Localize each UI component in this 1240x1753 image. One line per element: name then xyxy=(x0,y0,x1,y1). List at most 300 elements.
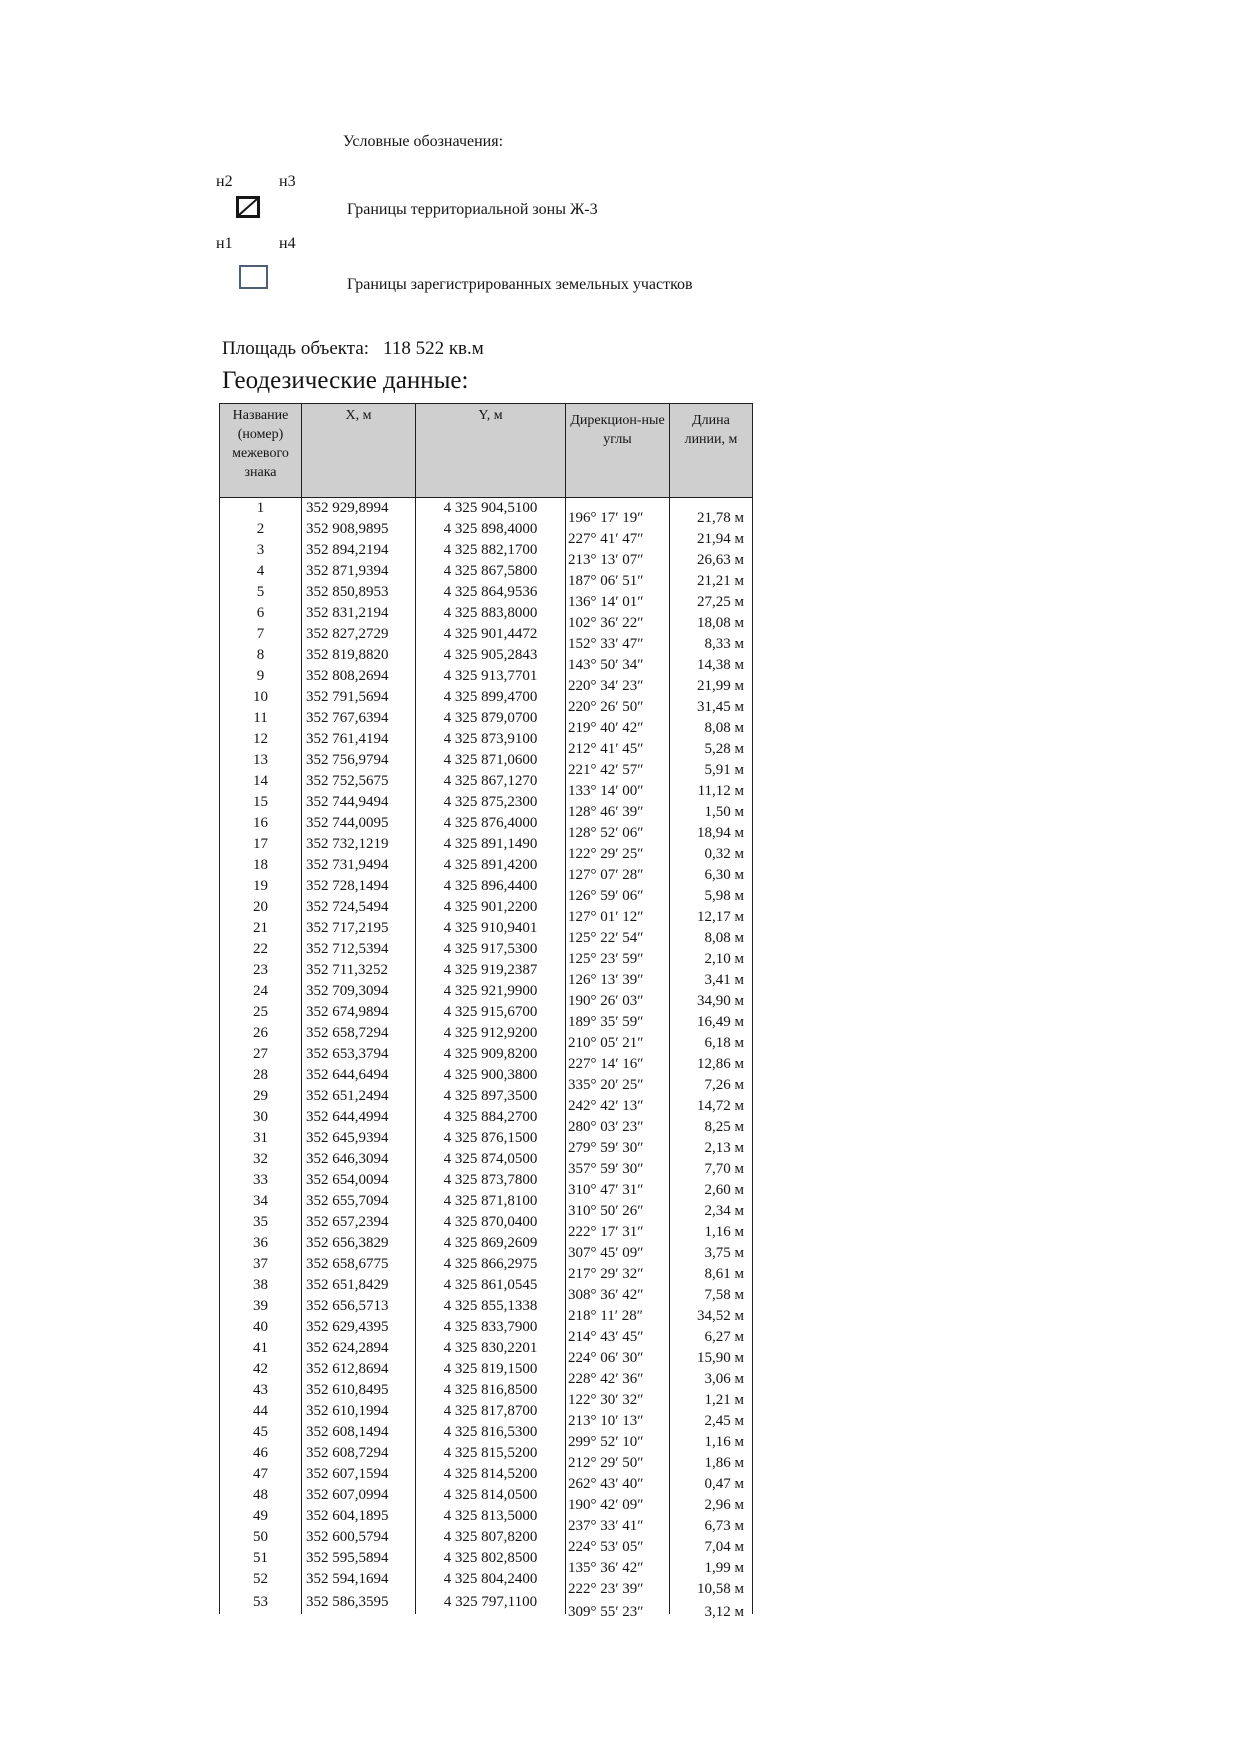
x-coordinate-cell: 352 656,3829 xyxy=(302,1233,416,1254)
direction-angle-cell xyxy=(566,1128,670,1156)
line-length-value: 10,58 м xyxy=(697,1581,744,1597)
direction-angle-value: 122° 30′ 32″ xyxy=(568,1392,644,1408)
table-row xyxy=(220,1191,753,1212)
y-coordinate-cell: 4 325 807,8200 xyxy=(416,1527,566,1548)
direction-angle-cell xyxy=(566,813,670,841)
table-body xyxy=(220,498,753,1620)
line-length-value: 21,94 м xyxy=(697,531,744,547)
x-coordinate-cell: 352 744,0095 xyxy=(302,813,416,834)
mark-number-cell: 6 xyxy=(220,603,302,624)
direction-angle-value: 125° 22′ 54″ xyxy=(568,930,644,946)
line-length-value: 1,99 м xyxy=(704,1560,744,1576)
mark-number-cell: 53 xyxy=(220,1590,302,1614)
line-length-cell xyxy=(670,1170,753,1198)
direction-angle-cell xyxy=(566,1548,670,1576)
point-label-n1: н1 xyxy=(216,235,233,252)
direction-angle-value: 212° 29′ 50″ xyxy=(568,1455,644,1471)
direction-angle-value: 217° 29′ 32″ xyxy=(568,1266,644,1282)
mark-number-cell: 47 xyxy=(220,1464,302,1485)
line-length-cell xyxy=(670,1443,753,1471)
line-length-cell xyxy=(670,1422,753,1450)
direction-angle-cell xyxy=(566,1275,670,1303)
direction-angle-cell xyxy=(566,708,670,736)
table-row xyxy=(220,1443,753,1464)
mark-number-cell: 48 xyxy=(220,1485,302,1506)
direction-angle-cell xyxy=(566,582,670,610)
y-coordinate-cell: 4 325 891,1490 xyxy=(416,834,566,855)
table-row xyxy=(220,624,753,645)
direction-angle-value: 219° 40′ 42″ xyxy=(568,720,644,736)
line-length-value: 8,33 м xyxy=(704,636,744,652)
y-coordinate-cell: 4 325 816,8500 xyxy=(416,1380,566,1401)
line-length-cell xyxy=(670,1380,753,1408)
x-coordinate-cell: 352 604,1895 xyxy=(302,1506,416,1527)
x-coordinate-cell: 352 791,5694 xyxy=(302,687,416,708)
y-coordinate-cell: 4 325 897,3500 xyxy=(416,1086,566,1107)
x-coordinate-cell: 352 645,9394 xyxy=(302,1128,416,1149)
direction-angle-value: 152° 33′ 47″ xyxy=(568,636,644,652)
line-length-cell xyxy=(670,687,753,715)
object-area xyxy=(222,338,484,360)
table-row xyxy=(220,855,753,876)
direction-angle-value: 307° 45′ 09″ xyxy=(568,1245,644,1261)
line-length-value: 18,94 м xyxy=(697,825,744,841)
table-row xyxy=(220,666,753,687)
line-length-value: 21,99 м xyxy=(697,678,744,694)
x-coordinate-cell: 352 644,4994 xyxy=(302,1107,416,1128)
y-coordinate-cell: 4 325 861,0545 xyxy=(416,1275,566,1296)
line-length-cell xyxy=(670,771,753,799)
y-coordinate-cell: 4 325 866,2975 xyxy=(416,1254,566,1275)
direction-angle-value: 308° 36′ 42″ xyxy=(568,1287,644,1303)
direction-angle-value: 220° 34′ 23″ xyxy=(568,678,644,694)
mark-number-cell: 27 xyxy=(220,1044,302,1065)
x-coordinate-cell: 352 610,8495 xyxy=(302,1380,416,1401)
y-coordinate-cell: 4 325 905,2843 xyxy=(416,645,566,666)
line-length-value: 8,08 м xyxy=(704,930,744,946)
line-length-cell xyxy=(670,1506,753,1534)
line-length-cell xyxy=(670,1527,753,1555)
line-length-cell xyxy=(670,1212,753,1240)
mark-number-cell: 14 xyxy=(220,771,302,792)
x-coordinate-cell: 352 744,9494 xyxy=(302,792,416,813)
direction-angle-cell xyxy=(566,1590,670,1620)
direction-angle-cell xyxy=(566,729,670,757)
direction-angle-cell xyxy=(566,1527,670,1555)
line-length-value: 6,30 м xyxy=(704,867,744,883)
direction-angle-cell xyxy=(566,1464,670,1492)
direction-angle-value: 309° 55′ 23″ xyxy=(568,1603,644,1620)
line-length-value: 26,63 м xyxy=(697,552,744,568)
area-value: 118 522 кв.м xyxy=(383,338,484,359)
line-length-cell xyxy=(670,855,753,883)
line-length-cell xyxy=(670,1359,753,1387)
line-length-cell xyxy=(670,540,753,568)
x-coordinate-cell: 352 607,1594 xyxy=(302,1464,416,1485)
line-length-cell xyxy=(670,666,753,694)
table-row xyxy=(220,1149,753,1170)
line-length-value: 34,52 м xyxy=(697,1308,744,1324)
direction-angle-value: 189° 35′ 59″ xyxy=(568,1014,644,1030)
y-coordinate-cell: 4 325 876,4000 xyxy=(416,813,566,834)
y-coordinate-cell: 4 325 884,2700 xyxy=(416,1107,566,1128)
table-row xyxy=(220,1065,753,1086)
direction-angle-cell xyxy=(566,1359,670,1387)
mark-number-cell: 49 xyxy=(220,1506,302,1527)
x-coordinate-cell: 352 607,0994 xyxy=(302,1485,416,1506)
mark-number-cell: 9 xyxy=(220,666,302,687)
table-row xyxy=(220,1317,753,1338)
x-coordinate-cell: 352 724,5494 xyxy=(302,897,416,918)
zone-hatch-icon xyxy=(239,199,257,215)
y-coordinate-cell: 4 325 815,5200 xyxy=(416,1443,566,1464)
x-coordinate-cell: 352 624,2894 xyxy=(302,1338,416,1359)
table-row xyxy=(220,792,753,813)
direction-angle-value: 299° 52′ 10″ xyxy=(568,1434,644,1450)
x-coordinate-cell: 352 850,8953 xyxy=(302,582,416,603)
mark-number-cell: 37 xyxy=(220,1254,302,1275)
line-length-value: 1,16 м xyxy=(704,1224,744,1240)
direction-angle-value: 133° 14′ 00″ xyxy=(568,783,644,799)
line-length-value: 31,45 м xyxy=(697,699,744,715)
direction-angle-value: 122° 29′ 25″ xyxy=(568,846,644,862)
direction-angle-cell xyxy=(566,855,670,883)
y-coordinate-cell: 4 325 871,0600 xyxy=(416,750,566,771)
direction-angle-value: 262° 43′ 40″ xyxy=(568,1476,644,1492)
parcel-boundary-symbol xyxy=(239,265,268,289)
direction-angle-value: 279° 59′ 30″ xyxy=(568,1140,644,1156)
direction-angle-cell xyxy=(566,981,670,1009)
line-length-cell xyxy=(670,624,753,652)
direction-angle-cell xyxy=(566,624,670,652)
x-coordinate-cell: 352 646,3094 xyxy=(302,1149,416,1170)
line-length-cell xyxy=(670,729,753,757)
direction-angle-value: 125° 23′ 59″ xyxy=(568,951,644,967)
x-coordinate-cell: 352 709,3094 xyxy=(302,981,416,1002)
line-length-cell xyxy=(670,1149,753,1177)
line-length-value: 15,90 м xyxy=(697,1350,744,1366)
direction-angle-value: 196° 17′ 19″ xyxy=(568,510,644,526)
mark-number-cell: 35 xyxy=(220,1212,302,1233)
mark-number-cell: 39 xyxy=(220,1296,302,1317)
y-coordinate-cell: 4 325 901,4472 xyxy=(416,624,566,645)
y-coordinate-cell: 4 325 901,2200 xyxy=(416,897,566,918)
y-coordinate-cell: 4 325 873,7800 xyxy=(416,1170,566,1191)
y-coordinate-cell: 4 325 919,2387 xyxy=(416,960,566,981)
direction-angle-value: 280° 03′ 23″ xyxy=(568,1119,644,1135)
x-coordinate-cell: 352 629,4395 xyxy=(302,1317,416,1338)
line-length-value: 2,10 м xyxy=(704,951,744,967)
table-row xyxy=(220,1023,753,1044)
table-row xyxy=(220,1086,753,1107)
table-row xyxy=(220,1212,753,1233)
direction-angle-cell xyxy=(566,1296,670,1324)
mark-number-cell: 13 xyxy=(220,750,302,771)
y-coordinate-cell: 4 325 879,0700 xyxy=(416,708,566,729)
table-row xyxy=(220,1002,753,1023)
table-row xyxy=(220,1296,753,1317)
direction-angle-cell xyxy=(566,792,670,820)
line-length-cell xyxy=(670,1464,753,1492)
mark-number-cell: 32 xyxy=(220,1149,302,1170)
direction-angle-value: 128° 46′ 39″ xyxy=(568,804,644,820)
direction-angle-value: 228° 42′ 36″ xyxy=(568,1371,644,1387)
line-length-value: 2,45 м xyxy=(704,1413,744,1429)
line-length-value: 12,17 м xyxy=(697,909,744,925)
section-title: Геодезические данные: xyxy=(222,367,469,394)
line-length-value: 6,18 м xyxy=(704,1035,744,1051)
table-row xyxy=(220,1359,753,1380)
line-length-value: 1,50 м xyxy=(704,804,744,820)
direction-angle-cell xyxy=(566,603,670,631)
line-length-value: 18,08 м xyxy=(697,615,744,631)
x-coordinate-cell: 352 827,2729 xyxy=(302,624,416,645)
legend-title: Условные обозначения: xyxy=(343,133,504,150)
direction-angle-value: 310° 47′ 31″ xyxy=(568,1182,644,1198)
direction-angle-cell xyxy=(566,666,670,694)
direction-angle-cell xyxy=(566,1380,670,1408)
area-label: Площадь объекта: xyxy=(222,338,370,359)
y-coordinate-cell: 4 325 891,4200 xyxy=(416,855,566,876)
line-length-cell xyxy=(670,1275,753,1303)
y-coordinate-cell: 4 325 867,5800 xyxy=(416,561,566,582)
y-coordinate-cell: 4 325 817,8700 xyxy=(416,1401,566,1422)
y-coordinate-cell: 4 325 875,2300 xyxy=(416,792,566,813)
direction-angle-value: 213° 13′ 07″ xyxy=(568,552,644,568)
table-row xyxy=(220,1548,753,1569)
direction-angle-value: 210° 05′ 21″ xyxy=(568,1035,644,1051)
mark-number-cell: 5 xyxy=(220,582,302,603)
y-coordinate-cell: 4 325 804,2400 xyxy=(416,1569,566,1590)
direction-angle-value: 357° 59′ 30″ xyxy=(568,1161,644,1177)
x-coordinate-cell: 352 651,2494 xyxy=(302,1086,416,1107)
table-row xyxy=(220,645,753,666)
direction-angle-cell xyxy=(566,897,670,925)
line-length-cell xyxy=(670,603,753,631)
direction-angle-value: 190° 42′ 09″ xyxy=(568,1497,644,1513)
line-length-value: 3,12 м xyxy=(704,1603,744,1620)
mark-number-cell: 43 xyxy=(220,1380,302,1401)
line-length-cell xyxy=(670,1401,753,1429)
line-length-cell xyxy=(670,1086,753,1114)
direction-angle-value: 222° 17′ 31″ xyxy=(568,1224,644,1240)
direction-angle-value: 227° 14′ 16″ xyxy=(568,1056,644,1072)
mark-number-cell: 38 xyxy=(220,1275,302,1296)
direction-angle-value: 227° 41′ 47″ xyxy=(568,531,644,547)
direction-angle-value: 135° 36′ 42″ xyxy=(568,1560,644,1576)
y-coordinate-cell: 4 325 874,0500 xyxy=(416,1149,566,1170)
direction-angle-cell xyxy=(566,918,670,946)
x-coordinate-cell: 352 595,5894 xyxy=(302,1548,416,1569)
mark-number-cell: 31 xyxy=(220,1128,302,1149)
y-coordinate-cell: 4 325 814,5200 xyxy=(416,1464,566,1485)
mark-number-cell: 18 xyxy=(220,855,302,876)
direction-angle-cell xyxy=(566,771,670,799)
x-coordinate-cell: 352 651,8429 xyxy=(302,1275,416,1296)
line-length-value: 7,58 м xyxy=(704,1287,744,1303)
y-coordinate-cell: 4 325 915,6700 xyxy=(416,1002,566,1023)
direction-angle-value: 212° 41′ 45″ xyxy=(568,741,644,757)
direction-angle-cell xyxy=(566,645,670,673)
line-length-value: 5,28 м xyxy=(704,741,744,757)
direction-angle-value: 213° 10′ 13″ xyxy=(568,1413,644,1429)
direction-angle-value: 136° 14′ 01″ xyxy=(568,594,644,610)
x-coordinate-cell: 352 658,6775 xyxy=(302,1254,416,1275)
x-coordinate-cell: 352 761,4194 xyxy=(302,729,416,750)
x-coordinate-cell: 352 767,6394 xyxy=(302,708,416,729)
y-coordinate-cell: 4 325 913,7701 xyxy=(416,666,566,687)
y-coordinate-cell: 4 325 883,8000 xyxy=(416,603,566,624)
x-coordinate-cell: 352 752,5675 xyxy=(302,771,416,792)
table-row xyxy=(220,981,753,1002)
direction-angle-cell xyxy=(566,1149,670,1177)
line-length-value: 11,12 м xyxy=(697,783,744,799)
line-length-cell xyxy=(670,1317,753,1345)
line-length-cell xyxy=(670,1338,753,1366)
line-length-cell xyxy=(670,792,753,820)
mark-number-cell: 4 xyxy=(220,561,302,582)
line-length-cell xyxy=(670,876,753,904)
header-length: Длина линии, м xyxy=(670,404,753,498)
line-length-cell xyxy=(670,1485,753,1513)
direction-angle-cell xyxy=(566,750,670,778)
x-coordinate-cell: 352 711,3252 xyxy=(302,960,416,981)
line-length-cell xyxy=(670,1191,753,1219)
mark-number-cell: 11 xyxy=(220,708,302,729)
direction-angle-cell xyxy=(566,1317,670,1345)
table-row xyxy=(220,729,753,750)
direction-angle-value: 237° 33′ 41″ xyxy=(568,1518,644,1534)
header-angle: Дирекцион-ные углы xyxy=(566,404,670,498)
direction-angle-cell xyxy=(566,1191,670,1219)
line-length-cell xyxy=(670,1044,753,1072)
direction-angle-cell xyxy=(566,1044,670,1072)
direction-angle-value: 310° 50′ 26″ xyxy=(568,1203,644,1219)
direction-angle-value: 190° 26′ 03″ xyxy=(568,993,644,1009)
mark-number-cell: 15 xyxy=(220,792,302,813)
table-row xyxy=(220,960,753,981)
direction-angle-value: 143° 50′ 34″ xyxy=(568,657,644,673)
mark-number-cell: 44 xyxy=(220,1401,302,1422)
line-length-value: 8,08 м xyxy=(704,720,744,736)
y-coordinate-cell: 4 325 921,9900 xyxy=(416,981,566,1002)
x-coordinate-cell: 352 653,3794 xyxy=(302,1044,416,1065)
line-length-value: 14,38 м xyxy=(697,657,744,673)
y-coordinate-cell: 4 325 830,2201 xyxy=(416,1338,566,1359)
line-length-value: 16,49 м xyxy=(697,1014,744,1030)
y-coordinate-cell: 4 325 855,1338 xyxy=(416,1296,566,1317)
x-coordinate-cell: 352 655,7094 xyxy=(302,1191,416,1212)
line-length-value: 3,41 м xyxy=(704,972,744,988)
line-length-value: 2,96 м xyxy=(704,1497,744,1513)
parcels-legend-label: Границы зарегистрированных земельных участков xyxy=(347,276,693,293)
table-row xyxy=(220,918,753,939)
mark-number-cell: 1 xyxy=(220,498,302,520)
y-coordinate-cell: 4 325 898,4000 xyxy=(416,519,566,540)
y-coordinate-cell: 4 325 909,8200 xyxy=(416,1044,566,1065)
direction-angle-cell xyxy=(566,1170,670,1198)
line-length-value: 1,16 м xyxy=(704,1434,744,1450)
direction-angle-cell xyxy=(566,1212,670,1240)
table-row xyxy=(220,1506,753,1527)
line-length-cell xyxy=(670,1233,753,1261)
direction-angle-cell xyxy=(566,540,670,568)
x-coordinate-cell: 352 819,8820 xyxy=(302,645,416,666)
geodetic-data-table xyxy=(219,403,753,1620)
x-coordinate-cell: 352 658,7294 xyxy=(302,1023,416,1044)
line-length-cell xyxy=(670,1065,753,1093)
direction-angle-cell xyxy=(566,1233,670,1261)
line-length-value: 5,91 м xyxy=(704,762,744,778)
direction-angle-value: 242° 42′ 13″ xyxy=(568,1098,644,1114)
line-length-value: 1,21 м xyxy=(704,1392,744,1408)
table-row xyxy=(220,561,753,582)
table-row xyxy=(220,1170,753,1191)
line-length-value: 3,75 м xyxy=(704,1245,744,1261)
line-length-cell xyxy=(670,645,753,673)
mark-number-cell: 52 xyxy=(220,1569,302,1590)
direction-angle-value: 126° 59′ 06″ xyxy=(568,888,644,904)
direction-angle-cell xyxy=(566,1107,670,1135)
line-length-cell xyxy=(670,582,753,610)
x-coordinate-cell: 352 657,2394 xyxy=(302,1212,416,1233)
mark-number-cell: 23 xyxy=(220,960,302,981)
line-length-value: 12,86 м xyxy=(697,1056,744,1072)
line-length-value: 5,98 м xyxy=(704,888,744,904)
direction-angle-cell xyxy=(566,1254,670,1282)
table-row xyxy=(220,897,753,918)
table-row xyxy=(220,750,753,771)
direction-angle-value: 218° 11′ 28″ xyxy=(568,1308,643,1324)
mark-number-cell: 41 xyxy=(220,1338,302,1359)
table-row xyxy=(220,582,753,603)
line-length-value: 0,32 м xyxy=(704,846,744,862)
direction-angle-cell xyxy=(566,1485,670,1513)
table-row xyxy=(220,1128,753,1149)
direction-angle-cell xyxy=(566,1002,670,1030)
mark-number-cell: 8 xyxy=(220,645,302,666)
x-coordinate-cell: 352 608,1494 xyxy=(302,1422,416,1443)
x-coordinate-cell: 352 728,1494 xyxy=(302,876,416,897)
mark-number-cell: 26 xyxy=(220,1023,302,1044)
y-coordinate-cell: 4 325 904,5100 xyxy=(416,498,566,520)
x-coordinate-cell: 352 732,1219 xyxy=(302,834,416,855)
line-length-cell xyxy=(670,1590,753,1620)
point-label-n3: н3 xyxy=(279,173,296,190)
table-row xyxy=(220,1527,753,1548)
direction-angle-cell xyxy=(566,939,670,967)
mark-number-cell: 29 xyxy=(220,1086,302,1107)
x-coordinate-cell: 352 929,8994 xyxy=(302,498,416,520)
line-length-cell xyxy=(670,750,753,778)
direction-angle-cell xyxy=(566,1086,670,1114)
x-coordinate-cell: 352 908,9895 xyxy=(302,519,416,540)
y-coordinate-cell: 4 325 896,4400 xyxy=(416,876,566,897)
table-row xyxy=(220,1338,753,1359)
direction-angle-cell xyxy=(566,834,670,862)
direction-angle-cell xyxy=(566,1569,670,1597)
y-coordinate-cell: 4 325 802,8500 xyxy=(416,1548,566,1569)
table-row xyxy=(220,771,753,792)
table-row xyxy=(220,1569,753,1590)
table-row xyxy=(220,1254,753,1275)
mark-number-cell: 24 xyxy=(220,981,302,1002)
mark-number-cell: 51 xyxy=(220,1548,302,1569)
direction-angle-cell xyxy=(566,1401,670,1429)
y-coordinate-cell: 4 325 873,9100 xyxy=(416,729,566,750)
line-length-value: 34,90 м xyxy=(697,993,744,1009)
mark-number-cell: 7 xyxy=(220,624,302,645)
